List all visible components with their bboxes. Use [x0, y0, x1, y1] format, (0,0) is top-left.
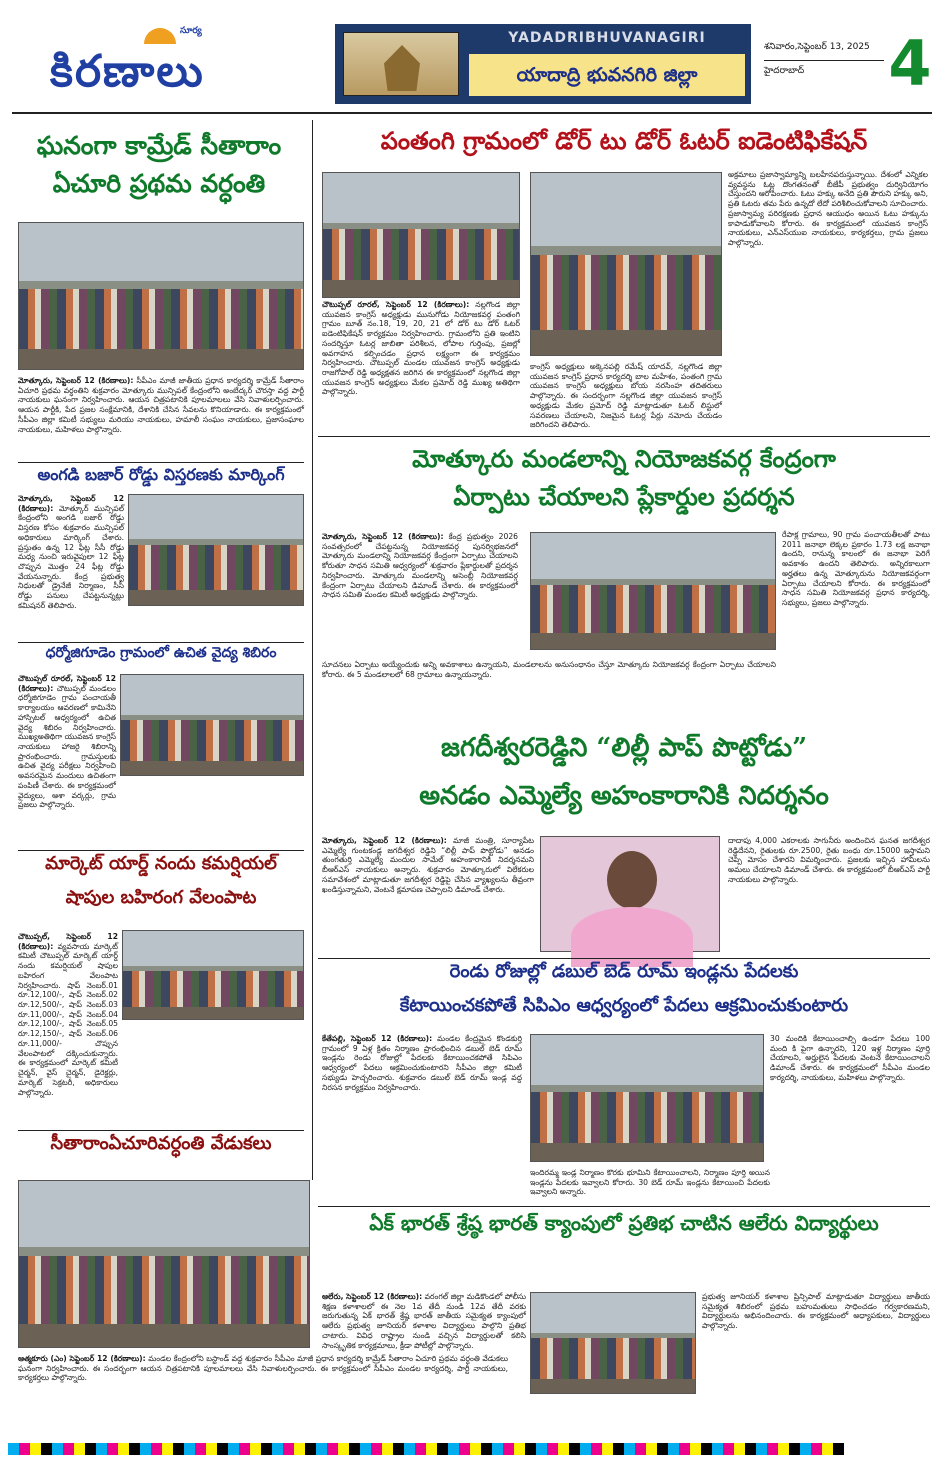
voter-text-b	[530, 362, 722, 432]
double-bed-text-a	[322, 1034, 522, 1176]
medical-body: చౌటుప్పల్ మండలం ధర్మోజిగూడెం గ్రామ పంచాయతీ కార్యాలయం ఆవరణలో కామినేని హాస్పిటల్ ఆధ్వర్యంలో ఉచిత వైద్య శిబిరం నిర్వహించారు. ముఖ్యఅతిథిగా యువజన కాంగ్రెస్ నాయకులు హాజరై శిబిరాన్ని ప్రారంభించారు. గ్రామస్తులకు ఉచిత వైద్య పరీక్షలు నిర్వహించి అవసరమైన మందులు ఉచితంగా పంపిణీ చేశారు. ఈ కార్యక్రమంలో వైద్యులు, ఆశా వర్కర్లు, గ్రామ ప్రజలు పాల్గొన్నారు.	[18, 683, 116, 810]
district-name-telugu	[469, 54, 745, 96]
column-divider	[312, 120, 313, 1180]
market-text	[18, 932, 118, 1102]
lollipop-text-b	[728, 836, 930, 954]
medical-photo	[120, 674, 304, 776]
voter-headline: పంతంగి గ్రామంలో డోర్ టు డోర్ ఓటర్ ఐడెంటిఫికేషన్	[380, 126, 868, 155]
vardhanti-dateline: ఆత్మకూరు (ఎం) సెప్టెంబర్ 12 (కిరణాలు):	[18, 1354, 146, 1363]
road-photo	[128, 494, 304, 606]
motkur-headline-line1: మోత్కూరు మండలాన్ని నియోజకవర్గ కేంద్రంగా	[412, 444, 836, 473]
masthead-rule	[12, 112, 932, 114]
ek-bharat-body-b: ప్రభుత్వ జూనియర్ కళాశాల ప్రిన్సిపాల్ మాట్లాడుతూ విద్యార్థులు జాతీయ సమైక్యత శిబిరంలో ప్రథమ బహుమతులు సాధించడం గర్వకారణమని, విద్యార్థులను అభినందించారు. ఈ కార్యక్రమంలో అధ్యాపకులు, విద్యార్థులు పాల్గొన్నారు.	[702, 1292, 930, 1331]
vardhanti-body: మండల కేంద్రంలోని బస్టాండ్ వద్ద శుక్రవారం సీపీఎం మాజీ ప్రధాన కార్యదర్శి కామ్రేడ్ సీతారాం ఏచూరి ప్రథమ వర్ధంతి వేడుకలు ఘనంగా నిర్వహించారు. ఈ సందర్భంగా ఆయన చిత్రపటానికి పూలమాలలు వేసి నివాళులర్పించారు. ఈ కార్యక్రమంలో సీపీఎం మండల కార్యదర్శి, పార్టీ నాయకులు, కార్యకర్తలు పాల్గొన్నారు.	[18, 1354, 509, 1383]
voter-photo-1	[322, 172, 520, 298]
road-body: మోత్కూర్ మున్సిపల్ కేంద్రంలోని అంగడి బజార్ రోడ్డు విస్తరణ కోసం శుక్రవారం మున్సిపల్ అధికారులు మార్కింగ్ చేశారు. ప్రస్తుతం ఉన్న 12 ఫీట్ల సీసీ రోడ్డు మధ్య నుంచి ఇరువైపులా 12 ఫీట్ల చొప్పున మొత్తం 24 ఫీట్ల రోడ్డు వేయనున్నారు. కేంద్ర ప్రభుత్వ నిధులతో డ్రైనేజీ నిర్మాణం, సీసీ రోడ్డు పనులు చేపట్టనున్నట్లు కమిషనర్ తెలిపారు.	[18, 503, 124, 610]
lollipop-headline-line2: అనడం ఎమ్మెల్యే అహంకారానికి నిదర్శనం	[419, 781, 829, 811]
lollipop-headline-line1: జగదీశ్వరరెడ్డిని “లిల్లీ పాప్ పొట్టోడు”	[440, 733, 808, 763]
road-text-left	[18, 494, 124, 610]
motkur-body-b: సూచనలు ఏర్పాటు అయ్యేందుకు అన్ని అవకాశాలు ఉన్నాయని, మండలాలను అనుసంధానం చేస్తూ మోత్కూరు నియోజకవర్గ కేంద్రంగా ఏర్పాటు చేయాలని కోరారు. ఈ 5 మండలాలలో 68 గ్రామాలు ఉన్నాయన్నారు.	[322, 660, 776, 679]
road-dateline: మోత్కూరు, సెప్టెంబర్ 12 (కిరణాలు):	[18, 494, 124, 513]
double-bed-body-c: ఇందిరమ్మ ఇండ్ల నిర్మాణం కొరకు భూమిని కేటాయించాలని, నిర్మాణం పూర్తి అయిన ఇండ్లను పేదలకు ఇవ్వాలని కోరారు. 30 బెడ్ రూమ్ ఇండ్లను కేటాయించి పేదలకు ఇవ్వాలని అన్నారు.	[530, 1168, 770, 1197]
masthead	[12, 20, 932, 108]
masthead-date: శనివారం,సెప్టెంబర్ 13, 2025	[764, 42, 870, 52]
masthead-logo	[12, 20, 330, 108]
yechury-text	[18, 376, 304, 458]
ek-bharat-photo	[530, 1292, 696, 1394]
voter-text-c	[728, 170, 928, 432]
market-headline-line2: షాపుల బహిరంగ వేలంపాట	[65, 887, 257, 908]
masthead-title: కిరణాలు	[50, 46, 205, 97]
double-bed-photo	[530, 1034, 764, 1162]
yechury-headline-line2: ఏచూరి ప్రథమ వర్ధంతి	[52, 169, 266, 198]
market-dateline: చౌటుప్పల్, సెప్టెంబర్ 12 (కిరణాలు):	[18, 932, 118, 951]
ek-bharat-headline: ఏక్ భారత్ శ్రేష్ఠ భారత్ క్యాంపులో ప్రతిభ చాటిన ఆలేరు విద్యార్థులు	[369, 1211, 879, 1235]
ek-bharat-text-b	[702, 1292, 930, 1422]
page-number: 4	[888, 27, 932, 100]
left-divider-4	[18, 1130, 304, 1131]
motkur-text-a	[322, 532, 518, 652]
market-photo	[122, 930, 304, 1020]
double-bed-headline-line2: కేటాయించకపోతే సిపిఎం ఆధ్వర్యంలో పేదలు ఆక్రమించుకుంటారు	[399, 995, 849, 1016]
motkur-dateline: మోత్కూరు, సెప్టెంబర్ 12 (కిరణాలు):	[322, 532, 444, 541]
double-bed-text-b	[770, 1034, 930, 1174]
masthead-logo-small: సూర్య	[180, 26, 202, 36]
left-divider-1	[18, 462, 304, 463]
lollipop-text-a	[322, 836, 534, 954]
temple-icon	[384, 45, 420, 91]
vardhanti-headline: సీతారాంఏచూరివర్ధంతి వేడుకలు	[50, 1133, 272, 1154]
double-bed-dateline: కేతేపల్లి, సెప్టెంబర్ 12 (కిరణాలు):	[322, 1034, 433, 1043]
right-divider-3	[318, 1206, 930, 1207]
lollipop-body-b: దాదాపు 4,000 ఎకరాలకు సాగునీరు అందించిన ఘనత జగదీశ్వర రెడ్డిదేనని, రైతులకు రూ.2500, రైతు బంధు రూ.15000 ఇస్తామని చెప్పి మోసం చేశారని విమర్శించారు. ప్రజలకు ఇచ్చిన హామీలను అమలు చేయాలని డిమాండ్ చేశారు. ఈ కార్యక్రమంలో బీఆర్ఎస్ పార్టీ నాయకులు పాల్గొన్నారు.	[728, 836, 930, 884]
market-headline-line1: మార్కెట్ యార్డ్ నందు కమర్షియల్	[45, 853, 277, 874]
district-name-telugu-text: యాదాద్రి భువనగిరి జిల్లా	[516, 64, 698, 86]
medical-dateline: చౌటుప్పల్ రూరల్, సెప్టెంబర్ 12 (కిరణాలు):	[18, 674, 116, 693]
left-divider-3	[18, 850, 304, 851]
voter-photo-2	[530, 172, 722, 356]
voter-body-c: అక్రమాలు ప్రజాస్వామ్యాన్ని బలహీనపరుస్తున్నాయి. దేశంలో ఎన్నికల వ్యవస్థను ఓట్ల దొంగతనంతో బీజేపీ ప్రభుత్వం దుర్వినియోగం చేస్తుందని ఆరోపించారు. ఓటు హక్కు అనేది ప్రతి పౌరుని హక్కు అని, ప్రతి ఓటరు తమ పేరు ఉన్నదో లేదో పరిశీలించుకోవాలని సూచించారు. ప్రజాస్వామ్య పరిరక్షణకు ప్రధాన ఆయుధం అయిన ఓటు హక్కును కాపాడుకోవాలని కోరారు. ఈ కార్యక్రమంలో యువజన కాంగ్రెస్ నాయకులు, ఎన్ఎస్‌యుఐ నాయకులు, కార్యకర్తలు, గ్రామ ప్రజలు పాల్గొన్నారు.	[728, 170, 928, 248]
double-bed-headline-line1: రెండు రోజుల్లో డబుల్ బెడ్ రూమ్ ఇండ్లను పేదలకు	[449, 961, 799, 982]
masthead-divider	[764, 60, 884, 61]
yechury-body: సీపీఎం మాజీ జాతీయ ప్రధాన కార్యదర్శి కామ్రేడ్ సీతారాం ఏచూరి ప్రథమ వర్ధంతిని శుక్రవారం మోత్కూరు మున్సిపల్ కేంద్రంలోని అంబేద్కర్ చౌరస్తా వద్ద పార్టీ నాయకులు ఘనంగా నిర్వహించారు. ఆయన చిత్రపటానికి పూలమాలలు వేసి నివాళులర్పించారు. ఆయన పార్టీకి, పేద ప్రజల సంక్షేమానికి, దేశానికి చేసిన సేవలను కొనియాడారు. ఈ కార్యక్రమంలో సీపీఎం జిల్లా కమిటీ సభ్యులు మరియు నాయకులు, హమాలీ సంఘం నాయకులు, ప్రజాసంఘాల నాయకులు, మహిళలు పాల్గొన్నారు.	[18, 376, 304, 434]
right-divider-2	[318, 958, 930, 959]
lollipop-dateline: మోత్కూరు, సెప్టెంబర్ 12 (కిరణాలు):	[322, 836, 447, 845]
motkur-headline-line2: ఏర్పాటు చేయాలని ప్లేకార్డుల ప్రదర్శన	[453, 482, 795, 511]
color-registration-strip	[8, 1440, 937, 1454]
motkur-photo	[530, 532, 776, 650]
double-bed-body-a: మండల కేంద్రమైన కొండకుర్తి గ్రామంలో 9 ఏళ్ల క్రితం నిర్మాణం ప్రారంభించిన డబుల్ బెడ్ రూమ్ ఇండ్లను రెండు రోజుల్లో పేదలకు కేటాయించకపోతే సిపిఎం ఆధ్వర్యంలో పేదలు ఆక్రమించుకుంటారని సీపీఎం జిల్లా కమిటీ సభ్యుడు హెచ్చరించారు. శుక్రవారం డబుల్ బెడ్ రూమ్ ఇండ్ల వద్ద నిరసన కార్యక్రమం నిర్వహించారు.	[322, 1034, 522, 1092]
double-bed-body-b: 30 మందికి కేటాయించాల్సి ఉండగా పేదలు 100 మంది కి పైగా ఉన్నారని, 120 ఇళ్ల నిర్మాణం పూర్తి చేయాలని, అర్హులైన పేదలకు వెంటనే కేటాయించాలని డిమాండ్ చేశారు. ఈ కార్యక్రమంలో సీపీఎం మండల కార్యదర్శి, నాయకులు, మహిళలు పాల్గొన్నారు.	[770, 1034, 930, 1082]
district-name-english: YADADRIBHUVANAGIRI	[508, 30, 706, 46]
motkur-body-c: రేపాక్ల గ్రామాలు, 90 గ్రామ పంచాయతీలతో పాటు 2011 జనాభా లెక్కల ప్రకారం 1.73 లక్ష జనాభా ఉందని, రానున్న కాలంలో ఈ జనాభా పెరిగే అవకాశం ఉందని తెలిపారు. అన్నిరకాలుగా అర్హతలు ఉన్న మోత్కూరును నియోజకవర్గంగా ఏర్పాటు చేయాలని కోరారు. ఈ కార్యక్రమంలో సాధన సమితి నియోజకవర్గ ప్రధాన కార్యదర్శి, సభ్యులు, ప్రజలు పాల్గొన్నారు.	[782, 530, 930, 608]
district-banner	[335, 24, 751, 104]
right-divider-1	[318, 436, 930, 437]
market-body: వ్యవసాయ మార్కెట్ కమిటీ చౌటుప్పల్ మార్కెట్ యార్డ్ నందు కమర్షియల్ షాపుల బహిరంగ వేలంపాట నిర్వహించారు. షాప్ నెంబర్.01 రూ.12,100/-, షాప్ నెంబర్.02 రూ.12,500/-, షాప్ నెంబర్.03 రూ.11,000/-, షాప్ నెంబర్.04 రూ.12,100/-, షాప్ నెంబర్.05 రూ.12,150/-, షాప్ నెంబర్.06 రూ.11,000/- చొప్పున వేలంపాటలో దక్కించుకున్నారు. ఈ కార్యక్రమంలో మార్కెట్ కమిటీ చైర్మన్, వైస్ చైర్మన్, డైరెక్టర్లు, మార్కెట్ సెక్రటరీ, అధికారులు పాల్గొన్నారు.	[18, 941, 118, 1097]
ek-bharat-text-main	[322, 1292, 526, 1422]
lollipop-body-a: మాజీ మంత్రి, సూర్యాపేట ఎమ్మెల్యే గుంటకండ్ల జగదీశ్వర రెడ్డిని “లిల్లీ పాప్ పొట్టోడు” అనడం తుంగతుర్తి ఎమ్మెల్యే మందుల సామేల్ అహంకారానికి నిదర్శనమని బీఆర్ఎస్ నాయకులు అన్నారు. శుక్రవారం మోత్కూరులో విలేకరుల సమావేశంలో మాట్లాడుతూ జగదీశ్వర రెడ్డిపై చేసిన వ్యాఖ్యలను తీవ్రంగా ఖండిస్తున్నామని, వెంటనే క్షమాపణ చెప్పాలని డిమాండ్ చేశారు.	[322, 836, 534, 894]
ek-bharat-dateline: ఆలేరు, సెప్టెంబర్ 12 (కిరణాలు):	[322, 1292, 423, 1301]
yechury-headline-line1: ఘనంగా కామ్రేడ్ సీతారాం	[36, 131, 282, 160]
left-divider-2	[18, 642, 304, 643]
mla-portrait	[540, 836, 720, 952]
yechury-dateline: మోత్కూరు, సెప్టెంబర్ 12 (కిరణాలు):	[18, 376, 134, 385]
medical-text	[18, 674, 116, 834]
yechury-photo	[18, 222, 304, 370]
motkur-body-a: కేంద్ర ప్రభుత్వం 2026 సంవత్సరంలో చేపట్టనున్న నియోజకవర్గ పునర్విభజనలో మోత్కూరు మండలాన్ని నియోజకవర్గ కేంద్రంగా ఏర్పాటు చేయాలని కోరుతూ సాధన సమితి ఆధ్వర్యంలో శుక్రవారం ప్లేకార్డులతో ప్రదర్శన నిర్వహించారు. మోత్కూరు మండలాన్ని అసెంబ్లీ నియోజకవర్గ కేంద్రంగా ఏర్పాటు చేయాలని డిమాండ్ చేశారు. ఈ కార్యక్రమంలో సాధన సమితి మండల కమిటీ అధ్యక్షుడు పాల్గొన్నారు.	[322, 532, 518, 600]
voter-dateline: చౌటుప్పల్ రూరల్, సెప్టెంబర్ 12 (కిరణాలు):	[322, 300, 470, 309]
double-bed-text-c	[530, 1168, 770, 1198]
medical-headline: ధర్మోజిగూడెం గ్రామంలో ఉచిత వైద్య శిబిరం	[45, 645, 277, 661]
motkur-text-c	[782, 530, 930, 724]
portrait-head	[607, 851, 657, 909]
voter-text-a	[322, 300, 520, 430]
road-headline: అంగడి బజార్ రోడ్డు విస్తరణకు మార్కింగ్	[37, 465, 285, 484]
motkur-text-b	[322, 660, 776, 724]
vardhanti-photo	[18, 1180, 310, 1348]
voter-body-a: నల్లగొండ జిల్లా యువజన కాంగ్రెస్ అధ్యక్షుడు మునుగోడు నియోజకవర్గ పంతంగి గ్రామం బూత్ నం.18, 19, 20, 21 లో డోర్ టు డోర్ ఓటర్ ఐడెంటిఫికేషన్ కార్యక్రమం నిర్వహించారు. గ్రామంలోని ప్రతి ఇంటిని సందర్శిస్తూ ఓటర్ల జాబితా పరిశీలన, లోపాల గుర్తింపు, ప్రజల్లో అవగాహన కల్పించడం ప్రధాన లక్ష్యంగా ఈ కార్యక్రమం నిర్వహించారు. చౌటుప్పల్ మండల యువజన కాంగ్రెస్ అధ్యక్షుడు రాజగోపాల్ రెడ్డి అధ్యక్షతన జరిగిన ఈ కార్యక్రమంలో నల్లగొండ జిల్లా యువజన కాంగ్రెస్ అధ్యక్షులు మేకల ప్రమోద్ రెడ్డి ముఖ్య అతిథిగా పాల్గొన్నారు.	[322, 300, 520, 397]
ek-bharat-body-a: వరంగల్ జిల్లా మడికొండలో పోలీసు శిక్షణ కళాశాలలో ఈ నెల 1వ తేదీ నుండి 12వ తేదీ వరకు జరుగుతున్న ఏక్ భారత్ శ్రేష్ఠ భారత్ జాతీయ సమైక్యత క్యాంపులో ఆలేరు ప్రభుత్వ జూనియర్ కళాశాల విద్యార్థులు పాల్గొని ప్రతిభ చాటారు. వివిధ రాష్ట్రాల నుండి వచ్చిన విద్యార్థులతో కలిసి సాంస్కృతిక కార్యక్రమాలు, క్రీడా పోటీల్లో పాల్గొన్నారు.	[322, 1292, 526, 1350]
temple-photo	[343, 32, 459, 96]
masthead-city: హైదరాబాద్	[764, 66, 805, 76]
voter-body-b: కాంగ్రెస్ అధ్యక్షులు అక్కెనపల్లి రమేష్ యాదవ్, నల్లగొండ జిల్లా యువజన కాంగ్రెస్ ప్రధాన కార్యదర్శి బాల మహేశం, పంతంగి గ్రామ యువజన కాంగ్రెస్ అధ్యక్షులు బోయ నరసింహ తదితరులు పాల్గొన్నారు. ఈ సందర్భంగా నల్లగొండ జిల్లా యువజన కాంగ్రెస్ అధ్యక్షుడు మేకల ప్రమోద్ రెడ్డి మాట్లాడుతూ ఓటర్ లిస్టులో సవరణలు చేయాలని, నిజమైన ఓటర్ల పేర్లు నమోదు చేయడం జరిగిందని తెలిపారు.	[530, 362, 722, 430]
